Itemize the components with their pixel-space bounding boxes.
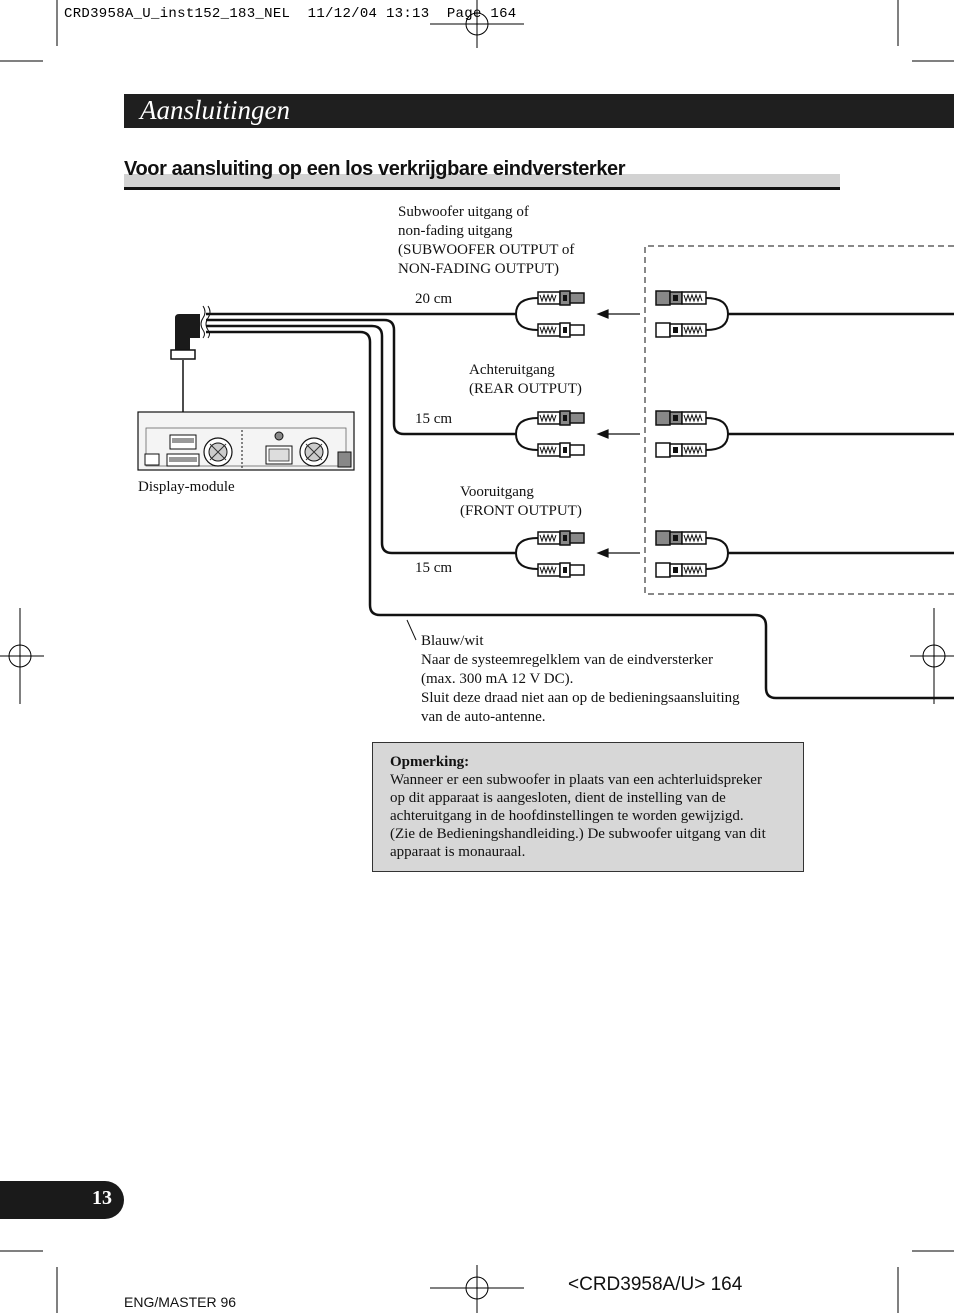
note-line: op dit apparaat is aangesloten, dient de instelling van de [390, 790, 726, 806]
note-line: Wanneer er een subwoofer in plaats van een achterluidspreker [390, 772, 762, 788]
blue-white-wire-label: Blauw/wit Naar de systeemregelklem van de eindversterker (max. 300 mA 12 V DC). Sluit deze draad niet aan op de bedieningsaansluiting van de auto-antenne. [421, 633, 740, 725]
subwoofer-plug-left [538, 291, 584, 305]
footer-master-label: ENG/MASTER 96 [124, 1294, 237, 1310]
footer-document-code: <CRD3958A/U> 164 [568, 1274, 743, 1295]
head-unit-rear-panel [138, 412, 354, 470]
amp-jack-3 [656, 411, 706, 425]
front-plug-right [538, 563, 584, 577]
print-slug-header: CRD3958A_U_inst152_183_NEL 11/12/04 13:13 Page 164 [64, 6, 517, 22]
subwoofer-output-label: Subwoofer uitgang of non-fading uitgang (SUBWOOFER OUTPUT of NON-FADING OUTPUT) [398, 204, 575, 277]
harness-connector [175, 314, 200, 350]
length-label-15cm-rear: 15 cm [415, 411, 453, 427]
length-label-20cm: 20 cm [415, 291, 453, 307]
front-output-label: Vooruitgang (FRONT OUTPUT) [460, 484, 582, 519]
section-title: Aansluitingen [140, 95, 290, 125]
subsection-title: Voor aansluiting op een los verkrijgbare eindversterker [124, 158, 626, 180]
rear-plug-right [538, 443, 584, 457]
note-line: apparaat is monauraal. [390, 844, 526, 860]
front-plug-left [538, 531, 584, 545]
length-label-15cm-front: 15 cm [415, 560, 453, 576]
amp-jack-1 [656, 291, 706, 305]
amp-jack-2 [656, 323, 706, 337]
note-box [372, 742, 804, 872]
rear-plug-left [538, 411, 584, 425]
note-line: achteruitgang in de hoofdinstellingen te worden gewijzigd. [390, 808, 744, 824]
note-line: (Zie de Bedieningshandleiding.) De subwoofer uitgang van dit [390, 826, 766, 842]
amp-jack-5 [656, 531, 706, 545]
note-title: Opmerking: [390, 754, 470, 770]
amp-jack-6 [656, 563, 706, 577]
amp-jack-4 [656, 443, 706, 457]
page-number: 13 [92, 1187, 112, 1209]
rear-output-label: Achteruitgang (REAR OUTPUT) [469, 362, 582, 397]
subwoofer-plug-right [538, 323, 584, 337]
display-module-label: Display-module [138, 479, 235, 495]
